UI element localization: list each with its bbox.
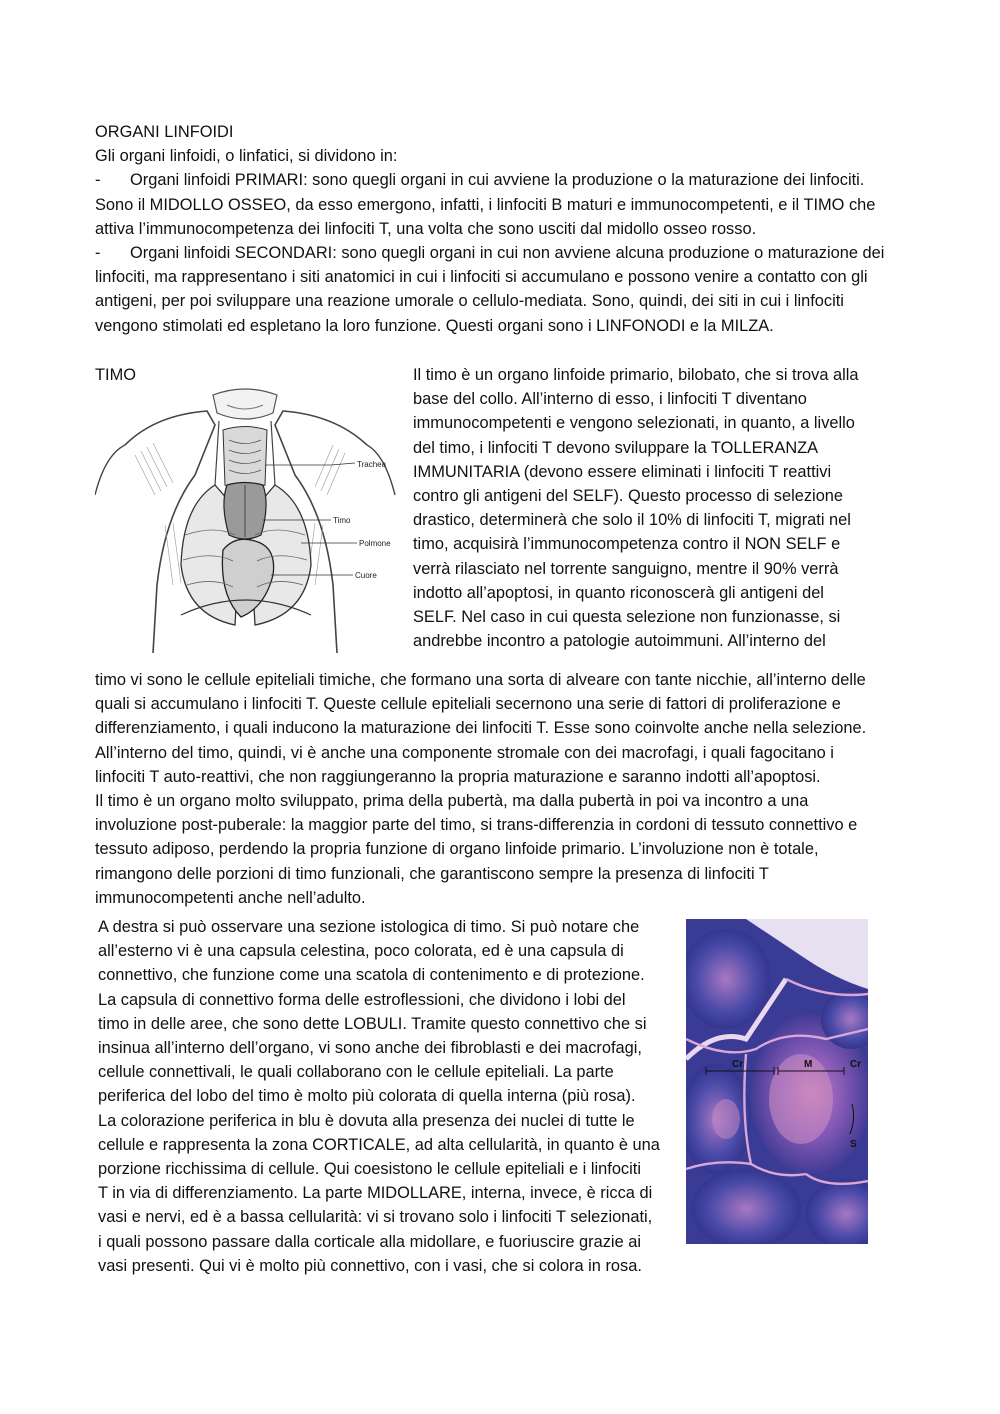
paragraph-line: A destra si può osservare una sezione istologica di timo. Si può notare che	[98, 918, 640, 936]
paragraph-line: andrebbe incontro a patologie autoimmuni. All’interno del	[413, 632, 826, 651]
primari-text: Organi linfoidi PRIMARI: sono quegli organi in cui avviene la produzione o la maturazione dei linfociti.	[130, 171, 865, 190]
paragraph-line: rimangono delle porzioni di timo funzionali, che garantiscono sempre la presenza di linfociti T	[95, 864, 769, 883]
timo-right-column	[413, 363, 859, 653]
paragraph-line: indotto all’apoptosi, in quanto riconoscerà gli antigeni del	[413, 583, 824, 602]
bullet-marker: -	[95, 244, 101, 263]
paragraph-line: timo in delle aree, che sono dette LOBULI. Tramite questo connettivo che si	[98, 1014, 647, 1033]
label-septum: S	[850, 1139, 857, 1150]
paragraph-line: Il timo è un organo linfoide primario, bilobato, che si trova alla	[413, 366, 859, 384]
histology-text	[98, 915, 660, 1278]
paragraph-line: cellule connettivali, le quali collaborano con le cellule epiteliali. La parte	[98, 1063, 614, 1082]
paragraph-line: La capsula di connettivo forma delle estroflessioni, che dividono i lobi del	[98, 990, 626, 1009]
paragraph-line: i quali possono passare dalla corticale alla midollare, e fuoriuscire grazie ai	[98, 1232, 641, 1251]
paragraph-line: differenziamento, i quali inducono la maturazione dei linfociti T. Esse sono coinvolte anche nella selezione.	[95, 719, 867, 738]
secondari-text: Organi linfoidi SECONDARI: sono quegli organi in cui non avviene alcuna produzione o maturazione dei	[130, 244, 885, 263]
paragraph-line: immunocompetenti e vengono selezionati, in quanto, a livello	[413, 414, 855, 433]
paragraph-line: cellule e rappresenta la zona CORTICALE, ad alta cellularità, in quanto è una	[98, 1135, 660, 1154]
paragraph-line: verrà rilasciato nel torrente sanguigno, mentre il 90% verrà	[413, 559, 839, 578]
bullet-marker: -	[95, 171, 101, 190]
paragraph-line: linfociti T auto-reattivi, che non raggiungeranno la propria maturazione e saranno indotti all’apoptosi.	[95, 767, 821, 786]
paragraph-line: La colorazione periferica in blu è dovuta alla presenza dei nuclei di tutte le	[98, 1111, 635, 1130]
paragraph-line: involuzione post-puberale: la maggior parte del timo, si trans-differenzia in cordoni di tessuto connettivo e	[95, 816, 858, 835]
paragraph-line: vasi presenti. Qui vi è molto più connettivo, con i vasi, che si colora in rosa.	[98, 1256, 642, 1275]
paragraph-line: linfociti, ma rappresentano i siti anatomici in cui i linfociti si accumulano e possono venire a contatto con gli	[95, 268, 868, 287]
paragraph-line: insinua all’interno dell’organo, vi sono anche dei fibroblasti e dei macrofagi,	[98, 1039, 642, 1058]
bullet-primari-line	[95, 168, 884, 192]
thymus-histology-micrograph	[686, 919, 868, 1244]
intro-lead: Gli organi linfoidi, o linfatici, si dividono in:	[95, 147, 398, 166]
paragraph-line: del timo, i linfociti T devono sviluppare la TOLLERANZA	[413, 438, 819, 457]
paragraph-line: Il timo è un organo molto sviluppato, prima della pubertà, ma dalla pubertà in poi va incontro a una	[95, 792, 809, 811]
paragraph-line: connettivo, che funzione come una scatola di contenimento e di protezione.	[98, 966, 645, 985]
paragraph-line: antigeni, per poi sviluppare una reazione umorale o cellulo-mediata. Sono, quindi, dei siti in cui i linfociti	[95, 292, 844, 311]
label-cortex-right: Cr	[850, 1059, 862, 1070]
bullet-secondari-line	[95, 241, 884, 265]
label-timo: Timo	[333, 516, 351, 525]
paragraph-line: timo, acquisirà l’immunocompetenza contro il NON SELF e	[413, 535, 841, 554]
paragraph-line: porzione ricchissima di cellule. Qui coesistono le cellule epiteliali e i linfociti	[98, 1160, 641, 1179]
timo-heading: TIMO	[95, 366, 136, 384]
paragraph-line: vasi e nervi, ed è a bassa cellularità: vi si trovano solo i linfociti T selezionati,	[98, 1208, 653, 1227]
label-trachea: Trachea	[357, 460, 387, 469]
paragraph-line: attiva l’immunocompetenza dei linfociti T, una volta che sono usciti dal midollo osseo rosso.	[95, 219, 757, 238]
paragraph-line: drastico, determinerà che solo il 10% di linfociti T, migrati nel	[413, 511, 851, 530]
paragraph-line: T in via di differenziamento. La parte MIDOLLARE, interna, invece, è ricca di	[98, 1184, 653, 1203]
paragraph-line: vengono stimolati ed espletano la loro funzione. Questi organi sono i LINFONODI e la MILZA.	[95, 316, 774, 335]
label-cortex-left: Cr	[732, 1059, 744, 1070]
paragraph-line: IMMUNITARIA (devono essere eliminati i linfociti T reattivi	[413, 462, 832, 481]
section-title: ORGANI LINFOIDI	[95, 123, 234, 141]
label-medulla: M	[804, 1059, 813, 1070]
paragraph-line: quali si accumulano i linfociti T. Queste cellule epiteliali secernono una serie di fattori di proliferazione e	[95, 695, 841, 714]
intro-section	[95, 120, 884, 338]
paragraph-line: contro gli antigeni del SELF). Questo processo di selezione	[413, 487, 844, 506]
label-cuore: Cuore	[355, 571, 377, 580]
paragraph-line: timo vi sono le cellule epiteliali timiche, che formano una sorta di alveare con tante nicchie, all’interno delle	[95, 671, 866, 689]
paragraph-line: SELF. Nel caso in cui questa selezione non funzionasse, si	[413, 608, 841, 627]
paragraph-line: all’esterno vi è una capsula celestina, poco colorata, ed è una capsula di	[98, 942, 624, 961]
paragraph-line: base del collo. All’interno di esso, i linfociti T diventano	[413, 390, 807, 409]
paragraph-line: Sono il MIDOLLO OSSEO, da esso emergono, infatti, i linfociti B maturi e immunocompetenti, e il TIMO che	[95, 195, 876, 214]
paragraph-line: tessuto adiposo, perdendo la propria funzione di organo linfoide primario. L’involuzione non è totale,	[95, 840, 819, 859]
label-polmone: Polmone	[359, 539, 391, 548]
thorax-anatomy-illustration	[95, 385, 400, 653]
paragraph-line: immunocompetenti anche nell’adulto.	[95, 888, 366, 907]
paragraph-line: periferica del lobo del timo è molto più colorata di quella interna (più rosa).	[98, 1087, 636, 1106]
paragraph-line: All’interno del timo, quindi, vi è anche una componente stromale con dei macrofagi, i quali fagocitano i	[95, 743, 834, 762]
timo-body	[95, 668, 866, 910]
